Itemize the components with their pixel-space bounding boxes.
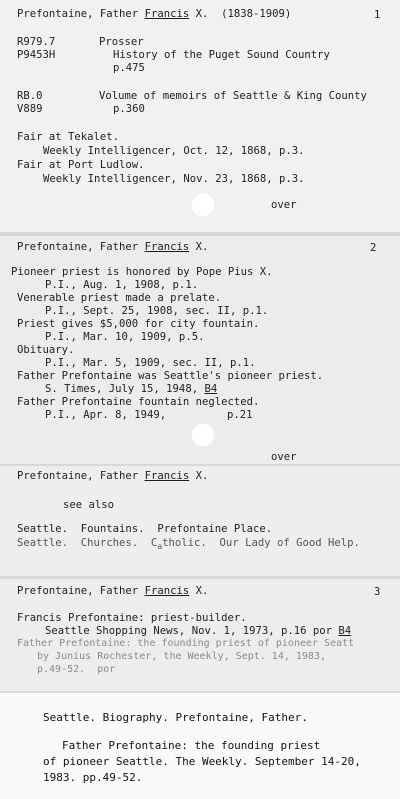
heading-underlined-name: Francis	[144, 470, 190, 482]
entry-page: p.49-52. por	[37, 664, 116, 675]
catalog-card-see-also	[0, 466, 400, 576]
reference-title: History of the Puget Sound Country	[113, 49, 330, 61]
see-also-label: see also	[63, 499, 115, 511]
entry-title: Pioneer priest is honored by Pope Pius X.	[11, 266, 273, 278]
over-label: over	[271, 199, 297, 211]
reference-title: Volume of memoirs of Seattle & King County	[99, 90, 367, 102]
reference-page: p.475	[113, 62, 145, 74]
heading-name: Prefontaine, Father	[17, 585, 145, 597]
punch-hole	[191, 423, 215, 447]
heading-name: Prefontaine, Father	[17, 8, 145, 20]
entry-title: Fair at Port Ludlow.	[17, 159, 145, 171]
subject-text: tholic. Our Lady of Good Help.	[162, 537, 360, 549]
heading-name: Prefontaine, Father	[17, 470, 145, 482]
location-code: B4	[204, 383, 218, 395]
heading-suffix: X.	[189, 241, 209, 253]
heading-underlined-name: Francis	[144, 241, 190, 253]
entry-title: Venerable priest made a prelate.	[17, 292, 222, 304]
card-heading	[17, 585, 208, 597]
call-number: P9453H	[17, 49, 56, 61]
reference-author: Prosser	[99, 36, 144, 48]
heading-suffix: X.	[189, 585, 209, 597]
entry-title: Obituary.	[17, 344, 75, 356]
source-text: Seattle Shopping News, Nov. 1, 1973, p.16 por	[45, 625, 339, 637]
heading-name: Prefontaine, Father	[17, 241, 145, 253]
call-number: RB.0	[17, 90, 43, 102]
entry-source	[45, 383, 217, 395]
card-heading	[17, 470, 208, 482]
subject-insert: a	[157, 542, 163, 551]
entry-source: P.I., Apr. 8, 1949,	[45, 409, 167, 421]
call-number: V889	[17, 103, 43, 115]
entry-title: Father Prefontaine was Seattle's pioneer priest.	[17, 370, 324, 382]
heading-underlined-name: Francis	[144, 585, 190, 597]
entry-title: Priest gives $5,000 for city fountain.	[17, 318, 260, 330]
entry-title: Father Prefontaine fountain neglected.	[17, 396, 260, 408]
card-number: 3	[374, 586, 381, 598]
see-also-subjects: Seattle. Fountains. Prefontaine Place.	[17, 523, 273, 535]
entry-title: Francis Prefontaine: priest-builder.	[17, 612, 247, 624]
heading-suffix: X.	[189, 470, 209, 482]
catalog-card-3	[0, 579, 400, 691]
card-number: 1	[374, 9, 381, 21]
punch-hole	[191, 193, 215, 217]
entry-page: 1983. pp.49-52.	[43, 771, 143, 784]
entry-title: Father Prefontaine: the founding priest of pioneer Seatt	[17, 638, 355, 649]
card-number: 2	[370, 242, 377, 254]
source-text: S. Times, July 15, 1948,	[45, 383, 205, 395]
heading-dates: X. (1838-1909)	[189, 8, 292, 20]
entry-source	[45, 625, 351, 637]
card-heading	[17, 8, 291, 20]
see-also-subjects	[17, 537, 360, 550]
location-code: B4	[338, 625, 352, 637]
subject-text: Seattle. Churches. C	[17, 537, 158, 549]
heading-underlined-name: Francis	[144, 8, 190, 20]
reference-page: p.360	[113, 103, 145, 115]
entry-source: Weekly Intelligencer, Nov. 23, 1868, p.3.	[43, 173, 305, 185]
entry-page: p.21	[227, 409, 253, 421]
entry-source: of pioneer Seattle. The Weekly. September 14-20,	[43, 755, 361, 768]
entry-source: P.I., Sept. 25, 1908, sec. II, p.1.	[45, 305, 269, 317]
entry-title: Father Prefontaine: the founding priest	[62, 739, 321, 752]
call-number: R979.7	[17, 36, 56, 48]
catalog-card-1	[0, 0, 400, 232]
entry-source: P.I., Mar. 10, 1909, p.5.	[45, 331, 205, 343]
over-label: over	[271, 451, 297, 463]
catalog-card-biography	[0, 693, 400, 799]
catalog-card-2	[0, 236, 400, 464]
entry-source: Weekly Intelligencer, Oct. 12, 1868, p.3.	[43, 145, 305, 157]
subject-heading: Seattle. Biography. Prefontaine, Father.	[43, 711, 308, 724]
card-heading	[17, 241, 208, 253]
entry-title: Fair at Tekalet.	[17, 131, 120, 143]
entry-source: by Junius Rochester, the Weekly, Sept. 14, 1983,	[37, 651, 326, 662]
entry-source: P.I., Mar. 5, 1909, sec. II, p.1.	[45, 357, 256, 369]
entry-source: P.I., Aug. 1, 1908, p.1.	[45, 279, 199, 291]
